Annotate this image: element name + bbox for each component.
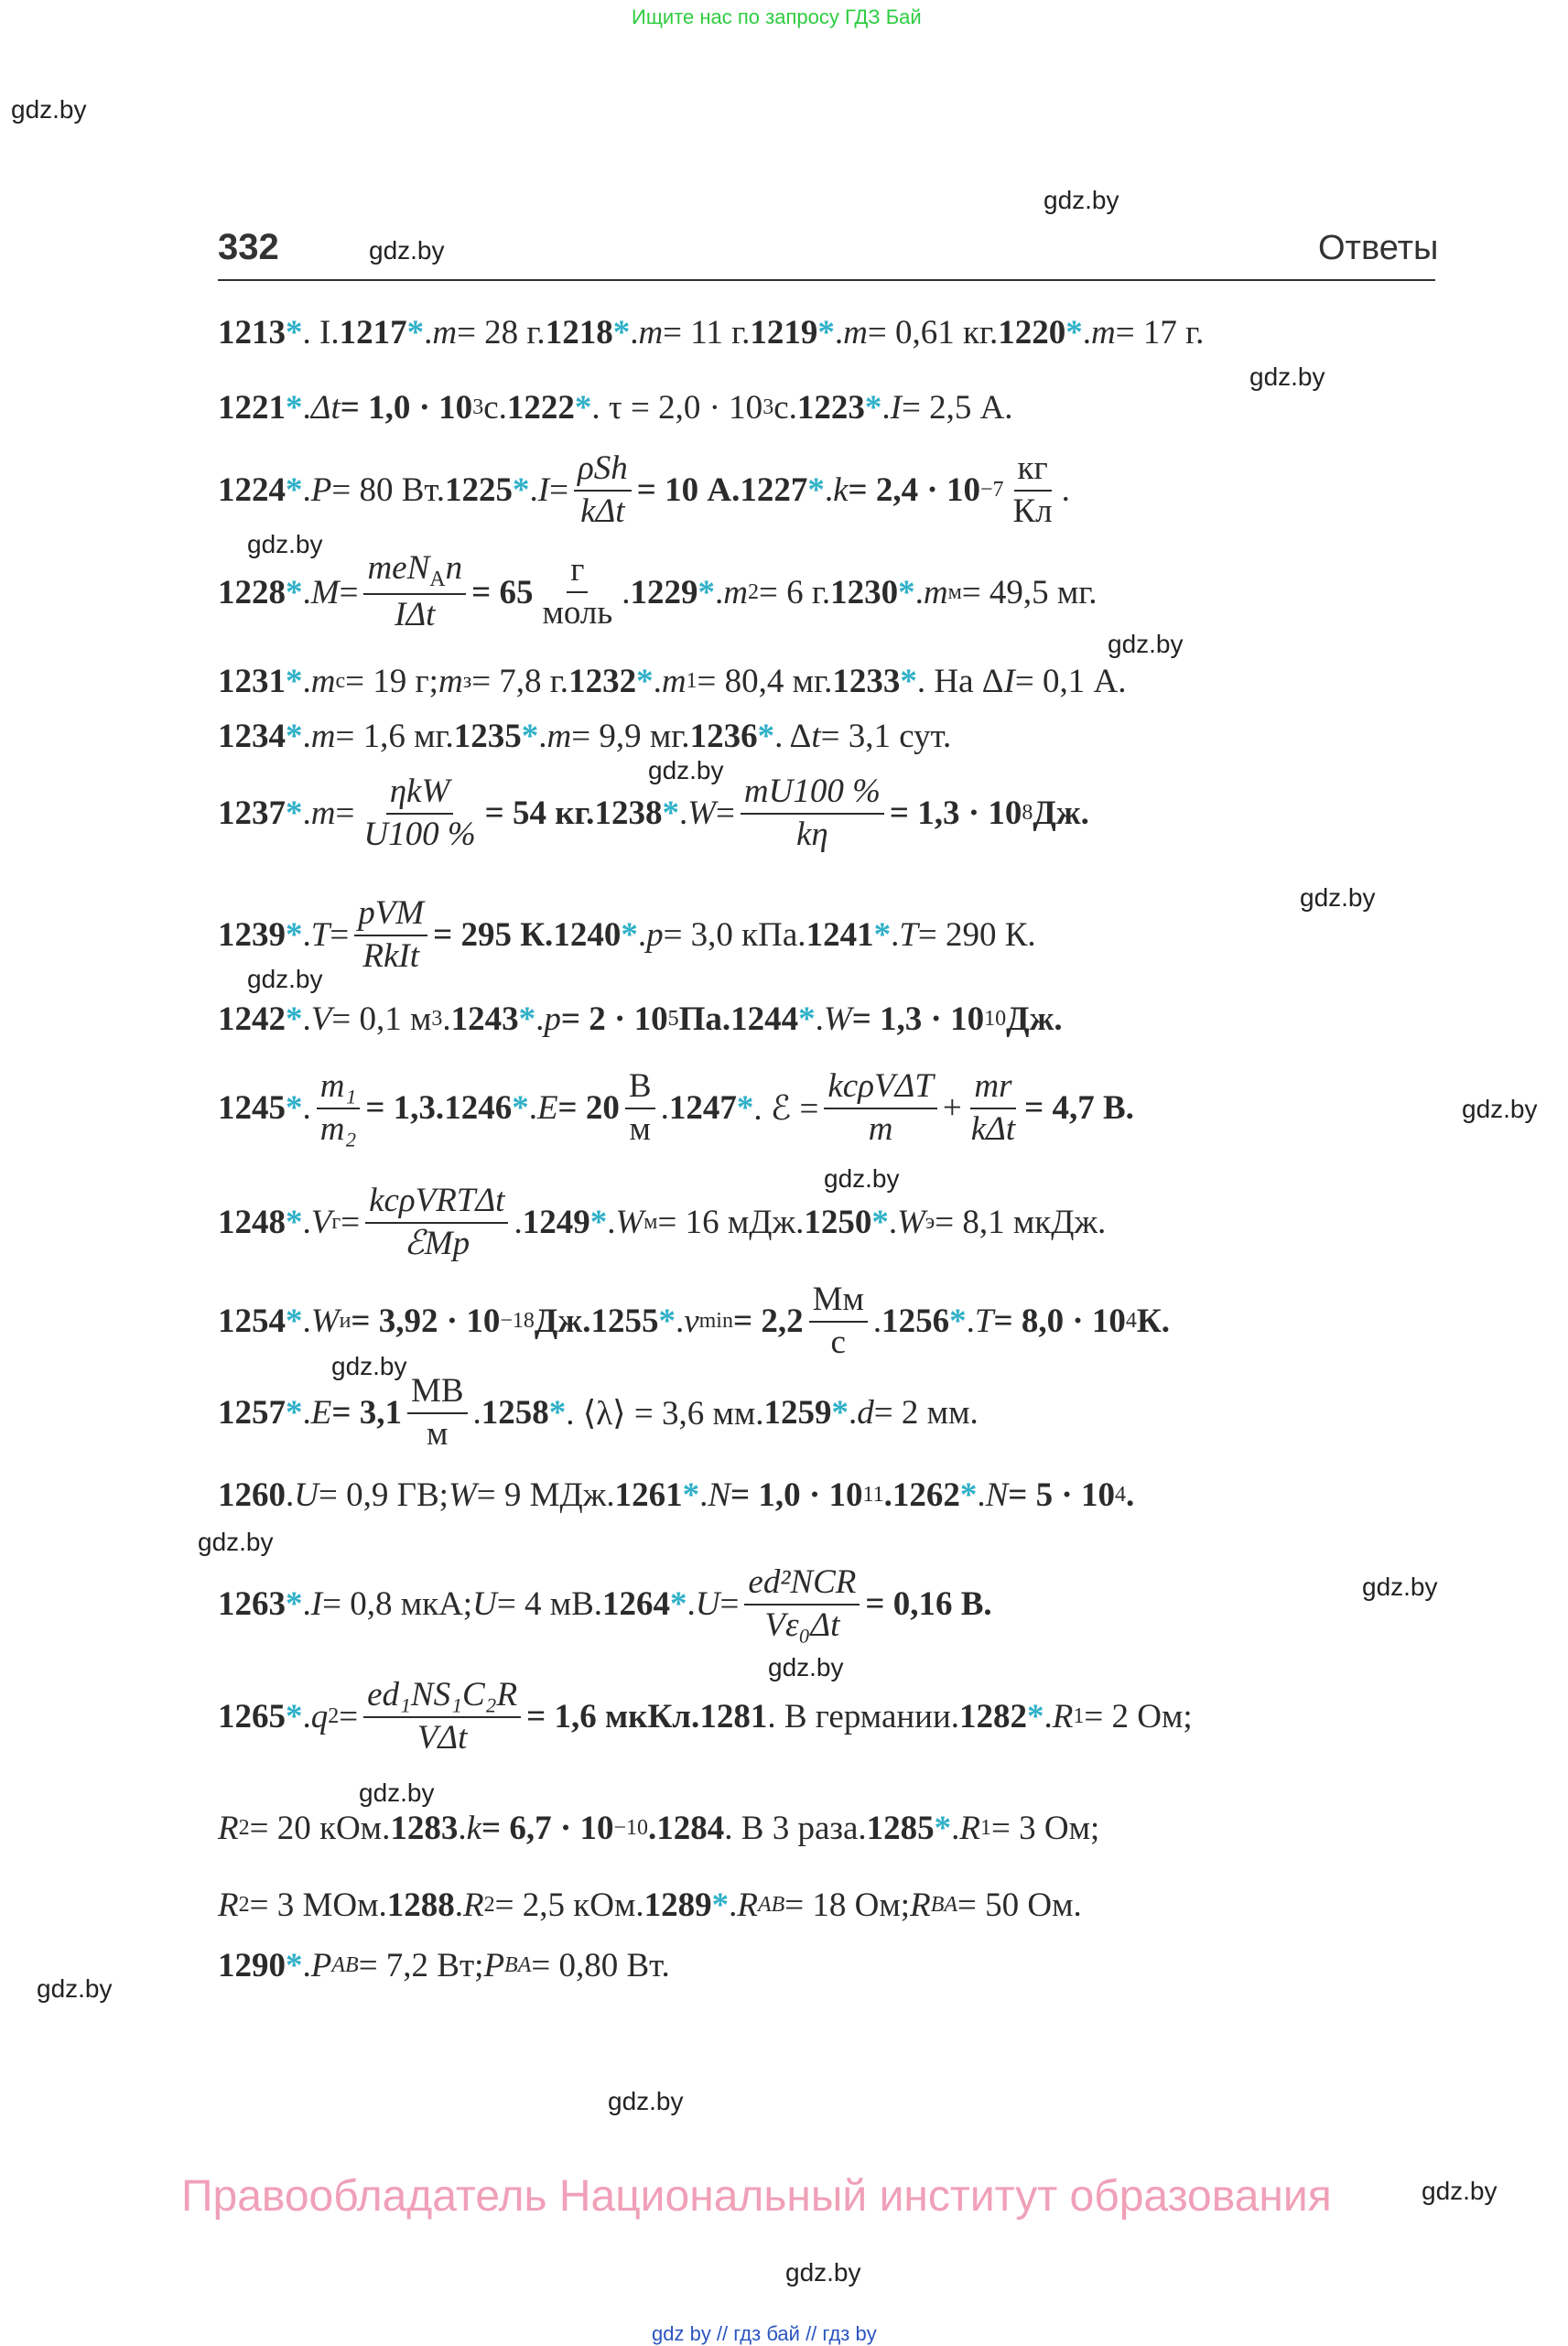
fraction: $\frac{кг}{Кл}$	[1012, 449, 1053, 530]
watermark: gdz.by	[608, 2087, 684, 2115]
watermark: gdz.by	[369, 236, 445, 265]
answer-line-2: 1221 * . Δt = 1,0 · 10 3 с. 1222 * . τ = 2,0 · 10 3 с. 1223 * . I = 2,5 А.	[218, 389, 1013, 427]
answer-line-10: 1245 * . $\frac{\text{m₁}}{\text{m₂}}$ = 1,3. 1246 * . E = 20 $\frac{В}{м}$ . 1247 * . ℰ = $\frac{\text{kcρVΔT}}{m}$ + $\frac{mr}{\text{kΔt}}$ = 4,7 В.	[218, 1067, 1134, 1148]
header-rule	[218, 279, 1435, 281]
answer-line-5: 1231 * . m с = 19 г; m з = 7,8 г. 1232 * . m 1 = 80,4 мг. 1233 * . На Δ I = 0,1 А.	[218, 663, 1127, 700]
watermark: gdz.by	[1108, 630, 1184, 658]
page-number: 332	[218, 227, 279, 267]
watermark: gdz.by	[1249, 362, 1325, 391]
answer-line-19: 1290 * . P AB = 7,2 Вт; P BA = 0,80 Вт.	[218, 1947, 670, 1984]
fraction: $\frac{meN_An}{\text{IΔt}}$	[363, 550, 466, 634]
fraction: $\frac{\text{kcρVΔT}}{m}$	[824, 1068, 937, 1148]
watermark: gdz.by	[1462, 1095, 1538, 1123]
answer-line-14: 1260 . U = 0,9 ГВ; W = 9 МДж. 1261 * . N = 1,0 · 10 11 . 1262 * . N = 5 · 10 4 .	[218, 1476, 1135, 1514]
fraction: $\frac{г}{\text{моль}}$	[542, 551, 613, 632]
watermark: gdz.by	[359, 1778, 435, 1807]
fraction: $\frac{\text{ed₁NS₁C₂R}}{\text{VΔt}}$	[363, 1677, 521, 1757]
bottom-links[interactable]: gdz by // гдз бай // гдз by	[652, 2322, 877, 2345]
fraction: $\frac{МВ}{м}$	[407, 1373, 468, 1453]
answer-line-7: 1237 * . m = $\frac{\text{ηkW}}{U100 \%}$ = 54 кг. 1238 * . W = $\frac{mU100 \%}{k\eta}$ = 1,3 · 10 8 Дж.	[218, 773, 1089, 853]
answer-line-6: 1234 * . m = 1,6 мг. 1235 * . m = 9,9 мг. 1236 * . Δ t = 3,1 сут.	[218, 718, 952, 755]
watermark: gdz.by	[1300, 883, 1376, 912]
answer-line-9: 1242 * . V = 0,1 м 3 . 1243 * . p = 2 · 10 5 Па. 1244 * . W = 1,3 · 10 10 Дж.	[218, 1000, 1063, 1038]
fraction: $\frac{\text{ρSh}}{\text{kΔt}}$	[574, 450, 632, 530]
watermark: gdz.by	[768, 1653, 844, 1681]
answer-line-15: 1263 * . I = 0,8 мкА; U = 4 мВ. 1264 * . U = $\frac{\text{ed²NCR}}{\text{Vε₀Δt}}$ = 0,16 В.	[218, 1563, 992, 1644]
watermark: gdz.by	[1422, 2177, 1498, 2205]
watermark: gdz.by	[11, 95, 87, 124]
fraction: $\frac{\text{kcρVRTΔt}}{\text{ℰMp}}$	[365, 1183, 508, 1262]
answer-line-8: 1239 * . T = $\frac{\text{pVM}}{\text{RkIt}}$ = 295 К. 1240 * . p = 3,0 кПа. 1241 * . T = 290 К.	[218, 894, 1036, 975]
section-title: Ответы	[1318, 229, 1439, 267]
fraction: $\frac{\text{m₁}}{\text{m₂}}$	[317, 1068, 361, 1148]
fraction: $\frac{mr}{\text{kΔt}}$	[970, 1067, 1016, 1148]
watermark: gdz.by	[1044, 186, 1119, 214]
answer-line-16: 1265 * . q 2 = $\frac{\text{ed₁NS₁C₂R}}{\text{VΔt}}$ = 1,6 мкКл. 1281 . В германии. 1282 * . R 1 = 2 Ом;	[218, 1676, 1193, 1757]
watermark: gdz.by	[247, 530, 323, 558]
answer-line-1: 1213 * . I. 1217 * . m = 28 г. 1218 * . m = 11 г. 1219 * . m = 0,61 кг. 1220 * . m = 17 г.	[218, 314, 1205, 351]
watermark: gdz.by	[824, 1164, 900, 1193]
watermark: gdz.by	[785, 2258, 861, 2287]
fraction: $\frac{В}{м}$	[625, 1068, 655, 1148]
top-search-link[interactable]: Ищите нас по запросу ГДЗ Бай	[632, 5, 922, 28]
answer-line-17: R 2 = 20 кОм. 1283 . k = 6,7 · 10 −10 . 1284 . В 3 раза. 1285 * . R 1 = 3 Ом;	[218, 1810, 1100, 1847]
fraction: $\frac{\text{ηkW}}{U100 \%}$	[363, 773, 476, 853]
answer-line-11: 1248 * . V г = $\frac{\text{kcρVRTΔt}}{\text{ℰMp}}$ . 1249 * . W м = 16 мДж. 1250 * . W э = 8,1 мкДж.	[218, 1182, 1107, 1262]
watermark: gdz.by	[198, 1528, 274, 1556]
answer-line-3: 1224 * . P = 80 Вт. 1225 * . I = $\frac{\text{ρSh}}{\text{kΔt}}$ = 10 А. 1227 * . k = 2,4 · 10 −7 $\frac{кг}{Кл}$ .	[218, 449, 1070, 530]
fraction: $\frac{\text{pVM}}{\text{RkIt}}$	[354, 895, 427, 975]
copyright-notice: Правообладатель Национальный институт образования	[181, 2172, 1332, 2221]
watermark: gdz.by	[247, 965, 323, 993]
watermark: gdz.by	[648, 756, 724, 784]
fraction: $\frac{mU100 \%}{k\eta}$	[741, 773, 884, 853]
fraction: $\frac{\text{ed²NCR}}{\text{Vε₀Δt}}$	[744, 1564, 860, 1644]
answer-line-4: 1228 * . M = $\frac{meN_An}{\text{IΔt}}$ = 65 $\frac{г}{\text{моль}}$ . 1229 * . m 2 = 6 г. 1230 * . m м = 49,5 мг.	[218, 549, 1098, 634]
answer-line-18: R 2 = 3 МОм. 1288 . R 2 = 2,5 кОм. 1289 * . R AB = 18 Ом; R BA = 50 Ом.	[218, 1887, 1082, 1924]
watermark: gdz.by	[331, 1352, 407, 1380]
answer-line-12: 1254 * . W и = 3,92 · 10 −18 Дж. 1255 * . v min = 2,2 $\frac{Мм}{с}$ . 1256 * . T = 8,0 · 10 4 К.	[218, 1281, 1171, 1361]
watermark: gdz.by	[1362, 1573, 1438, 1601]
answer-line-13: 1257 * . E = 3,1 $\frac{МВ}{м}$ . 1258 * . ⟨λ⟩ = 3,6 мм. 1259 * . d = 2 мм.	[218, 1372, 979, 1453]
fraction: $\frac{Мм}{с}$	[809, 1281, 868, 1361]
watermark: gdz.by	[37, 1974, 113, 2003]
